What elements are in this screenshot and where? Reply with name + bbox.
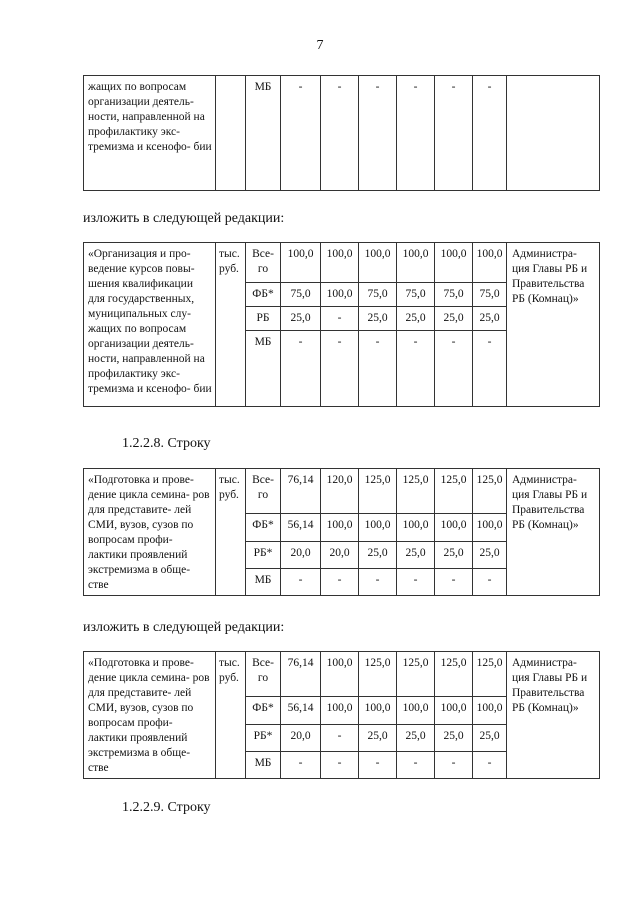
amount-cell: 100,0	[281, 243, 321, 283]
amount-cell: -	[473, 331, 507, 407]
amount-cell: -	[397, 751, 435, 778]
activity-name: «Подготовка и прове- дение цикла семина- ров для представите- лей СМИ, вузов, сузов по вопросам профи- лактики проявлений экстремизма в обще- стве	[84, 652, 216, 779]
amount-cell: -	[359, 76, 397, 191]
amount-cell: 25,0	[435, 541, 473, 568]
amount-cell: 100,0	[321, 652, 359, 697]
funding-source: ФБ*	[246, 514, 281, 541]
funding-source: Все- го	[246, 243, 281, 283]
amount-cell: 125,0	[359, 652, 397, 697]
page-number: 7	[316, 38, 324, 53]
funding-source: МБ	[246, 568, 281, 595]
amount-cell: -	[435, 568, 473, 595]
table-row	[84, 469, 600, 514]
amount-cell: 25,0	[359, 541, 397, 568]
amount-cell: 25,0	[397, 541, 435, 568]
section-heading: 1.2.2.8. Строку	[122, 436, 211, 451]
table-row	[84, 243, 600, 283]
executor-cell: Администра- ция Главы РБ и Правительства РБ (Комнац)»	[507, 652, 600, 779]
amount-cell: 20,0	[281, 541, 321, 568]
amount-cell: 75,0	[359, 283, 397, 307]
amount-cell: -	[359, 331, 397, 407]
funding-source: МБ	[246, 751, 281, 778]
funding-source: РБ*	[246, 724, 281, 751]
funding-source: РБ	[246, 307, 281, 331]
amount-cell: 100,0	[473, 243, 507, 283]
amount-cell: 100,0	[397, 243, 435, 283]
amendment-text: изложить в следующей редакции:	[83, 620, 285, 635]
amount-cell: 100,0	[359, 697, 397, 724]
amount-cell: 25,0	[397, 307, 435, 331]
amount-cell: 75,0	[435, 283, 473, 307]
amount-cell: -	[397, 568, 435, 595]
amount-cell: 25,0	[359, 307, 397, 331]
amount-cell: -	[321, 331, 359, 407]
amount-cell: -	[281, 76, 321, 191]
amount-cell: 56,14	[281, 697, 321, 724]
amount-cell: 25,0	[473, 724, 507, 751]
section-heading: 1.2.2.9. Строку	[122, 800, 211, 815]
executor-cell: Администра- ция Главы РБ и Правительства РБ (Комнац)»	[507, 243, 600, 407]
amount-cell: -	[359, 568, 397, 595]
amount-cell: 20,0	[281, 724, 321, 751]
amount-cell: 100,0	[435, 514, 473, 541]
funding-source: МБ	[246, 331, 281, 407]
amount-cell: 100,0	[397, 514, 435, 541]
amount-cell: 120,0	[321, 469, 359, 514]
amount-cell: 20,0	[321, 541, 359, 568]
amount-cell: -	[397, 76, 435, 191]
amount-cell: 125,0	[359, 469, 397, 514]
amount-cell: -	[281, 568, 321, 595]
amount-cell: -	[321, 307, 359, 331]
amount-cell: 76,14	[281, 469, 321, 514]
activity-name: «Подготовка и прове- дение цикла семина- ров для представите- лей СМИ, вузов, сузов по вопросам профи- лактики проявлений экстремизма в обще- стве	[84, 469, 216, 596]
unit-cell: тыс. руб.	[216, 652, 246, 779]
program-table-seminars-new	[83, 651, 600, 779]
activity-name: «Организация и про- ведение курсов повы- шения квалификации для государственных, муниципальных слу- жащих по вопросам организации деятель- ности, направленной на профилактику экс- тремизма и ксенофо- бии	[84, 243, 216, 407]
program-table-fragment	[83, 75, 600, 191]
table-row	[84, 652, 600, 697]
amount-cell: 125,0	[435, 469, 473, 514]
program-table-training-courses	[83, 242, 600, 407]
amount-cell: 25,0	[435, 724, 473, 751]
amount-cell: -	[281, 331, 321, 407]
amount-cell: 125,0	[397, 652, 435, 697]
amount-cell: 125,0	[473, 652, 507, 697]
funding-source: ФБ*	[246, 697, 281, 724]
amount-cell: -	[359, 751, 397, 778]
funding-source: Все- го	[246, 652, 281, 697]
amount-cell: -	[435, 76, 473, 191]
amount-cell: 100,0	[321, 243, 359, 283]
amount-cell: -	[473, 751, 507, 778]
amount-cell: -	[435, 331, 473, 407]
amount-cell: 125,0	[473, 469, 507, 514]
amount-cell: 100,0	[359, 243, 397, 283]
activity-name: жащих по вопросам организации деятель- ности, направленной на профилактику экс- тремизма и ксенофо- бии	[84, 76, 216, 191]
amendment-text: изложить в следующей редакции:	[83, 211, 285, 226]
funding-source: МБ	[246, 76, 281, 191]
amount-cell: -	[321, 76, 359, 191]
amount-cell: 100,0	[321, 283, 359, 307]
amount-cell: 100,0	[321, 514, 359, 541]
amount-cell: 100,0	[435, 697, 473, 724]
amount-cell: 100,0	[435, 243, 473, 283]
unit-cell: тыс. руб.	[216, 243, 246, 407]
amount-cell: 100,0	[321, 697, 359, 724]
amount-cell: -	[281, 751, 321, 778]
executor-cell: Администра- ция Главы РБ и Правительства РБ (Комнац)»	[507, 469, 600, 596]
unit-cell: тыс. руб.	[216, 469, 246, 596]
funding-source: ФБ*	[246, 283, 281, 307]
funding-source: Все- го	[246, 469, 281, 514]
amount-cell: 100,0	[473, 697, 507, 724]
program-table-seminars-old	[83, 468, 600, 596]
amount-cell: -	[321, 751, 359, 778]
amount-cell: 25,0	[473, 307, 507, 331]
amount-cell: -	[321, 724, 359, 751]
amount-cell: 100,0	[473, 514, 507, 541]
amount-cell: -	[435, 751, 473, 778]
amount-cell: 56,14	[281, 514, 321, 541]
amount-cell: 125,0	[397, 469, 435, 514]
amount-cell: -	[473, 568, 507, 595]
amount-cell: 76,14	[281, 652, 321, 697]
unit-cell	[216, 76, 246, 191]
amount-cell: -	[397, 331, 435, 407]
funding-source: РБ*	[246, 541, 281, 568]
executor-cell	[507, 76, 600, 191]
amount-cell: 25,0	[435, 307, 473, 331]
amount-cell: 100,0	[359, 514, 397, 541]
amount-cell: 75,0	[397, 283, 435, 307]
amount-cell: -	[473, 76, 507, 191]
amount-cell: 100,0	[397, 697, 435, 724]
amount-cell: 25,0	[397, 724, 435, 751]
amount-cell: 25,0	[473, 541, 507, 568]
table-row	[84, 76, 600, 191]
amount-cell: 75,0	[281, 283, 321, 307]
amount-cell: 125,0	[435, 652, 473, 697]
amount-cell: -	[321, 568, 359, 595]
amount-cell: 25,0	[281, 307, 321, 331]
amount-cell: 75,0	[473, 283, 507, 307]
amount-cell: 25,0	[359, 724, 397, 751]
